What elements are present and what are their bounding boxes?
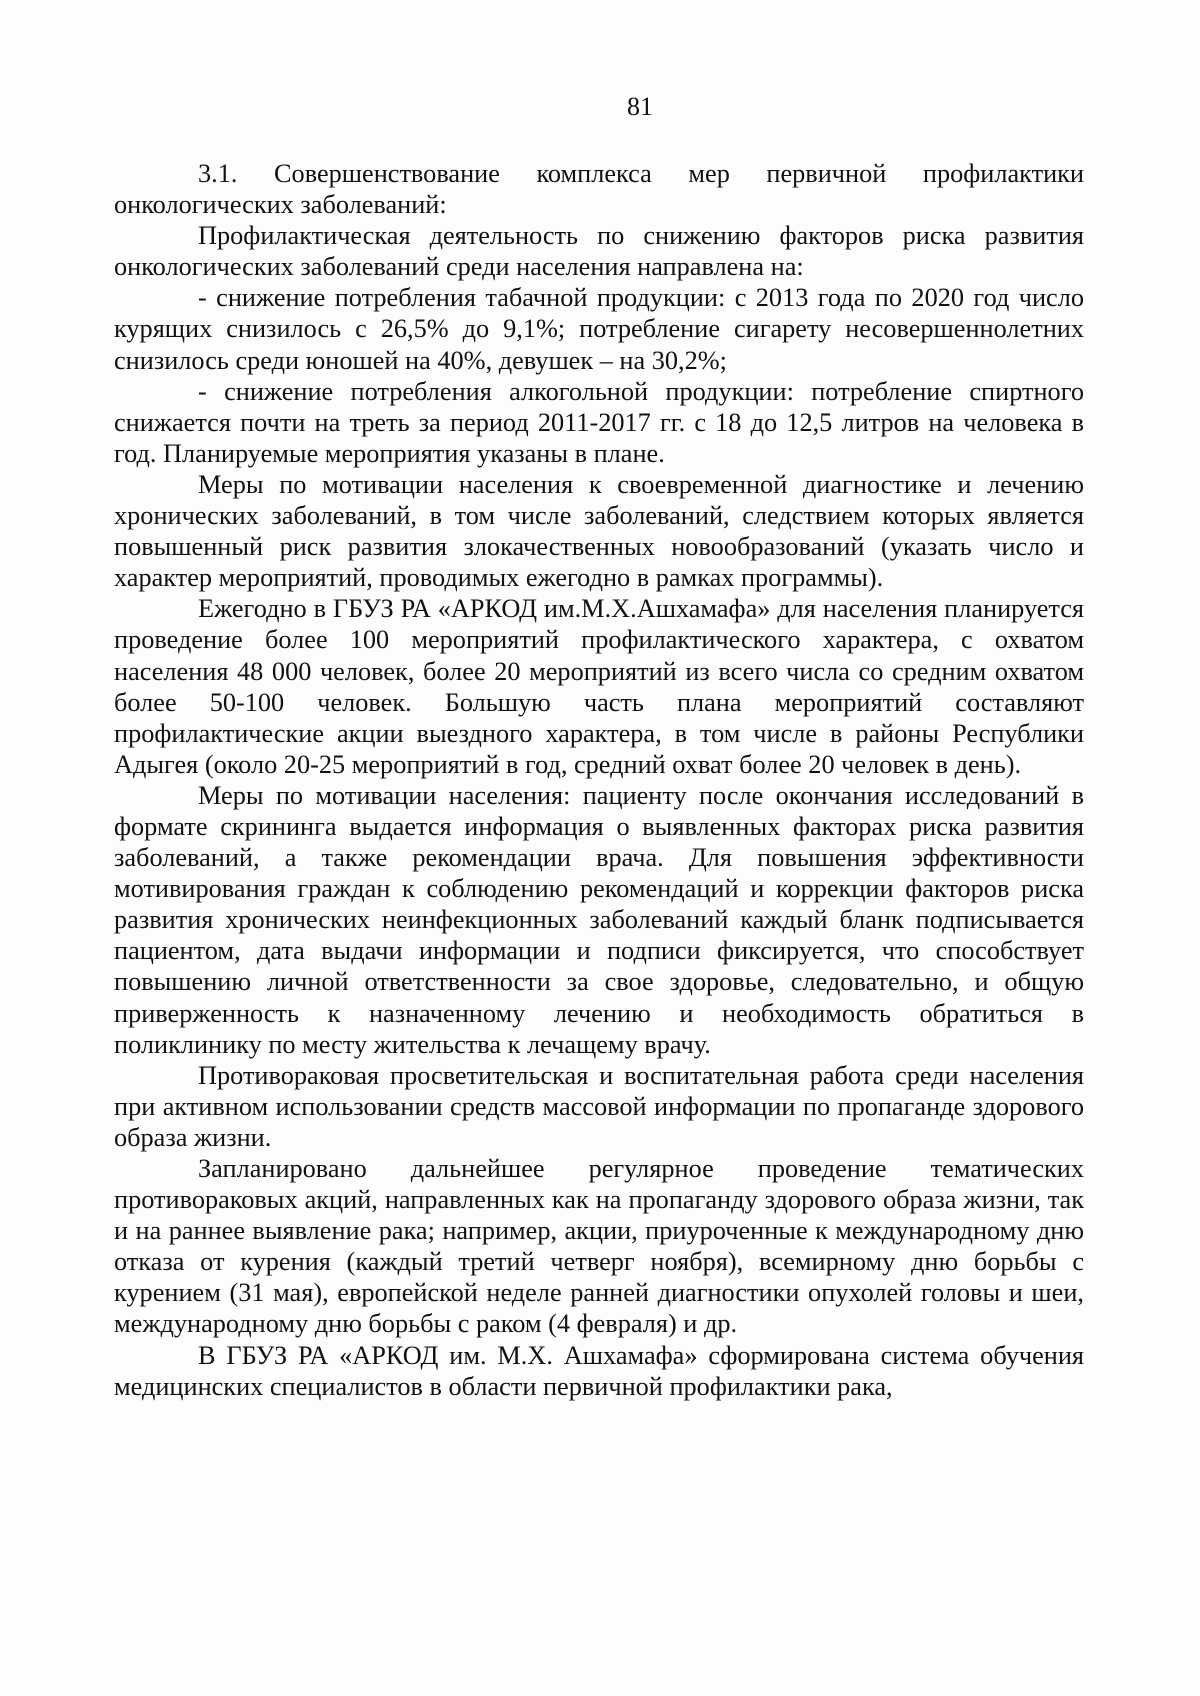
document-body	[114, 158, 1084, 1402]
list-item-tobacco: - снижение потребления табачной продукции: с 2013 года по 2020 год число курящих снизилось с 26,5% до 9,1%; потребление сигарету несовершеннолетних снизилось среди юношей на 40%, девушек – на 30,2%;	[114, 283, 1084, 375]
paragraph-motivation-measures: Меры по мотивации населения: пациенту после окончания исследований в формате скрининга выдается информация о выявленных факторах риска развития заболеваний, а также рекомендации врача. Для повышения эффективности мотивирования граждан к соблюдению рекомендаций и коррекции факторов риска развития хронических неинфекционных заболеваний каждый бланк подписывается пациентом, дата выдачи информации и подписи фиксируется, что способствует повышению личной ответственности за свое здоровье, следовательно, и общую приверженность к назначенному лечению и необходимость обратиться в поликлинику по месту жительства к лечащему врачу.	[114, 780, 1084, 1059]
paragraph-motivation-diagnostics: Меры по мотивации населения к своевременной диагностике и лечению хронических заболеваний, в том числе заболеваний, следствием которых является повышенный риск развития злокачественных новообразований (указать число и характер мероприятий, проводимых ежегодно в рамках программы).	[114, 469, 1084, 593]
page-number: 81	[627, 92, 653, 121]
paragraph-training-system: В ГБУЗ РА «АРКОД им. М.Х. Ашхамафа» сформирована система обучения медицинских специалистов в области первичной профилактики рака,	[114, 1340, 1084, 1401]
paragraph-planned-actions: Запланировано дальнейшее регулярное проведение тематических противораковых акций, направленных как на пропаганду здорового образа жизни, так и на раннее выявление рака; например, акции, приуроченные к международному дню отказа от курения (каждый третий четверг ноября), всемирному дню борьбы с курением (31 мая), европейской неделе ранней диагностики опухолей головы и шеи, международному дню борьбы с раком (4 февраля) и др.	[114, 1154, 1084, 1339]
paragraph-intro: Профилактическая деятельность по снижению факторов риска развития онкологических заболеваний среди населения направлена на:	[114, 221, 1084, 282]
section-heading: 3.1. Совершенствование комплекса мер первичной профилактики онкологических заболеваний:	[114, 159, 1084, 220]
paragraph-annual-events: Ежегодно в ГБУЗ РА «АРКОД им.М.Х.Ашхамафа» для населения планируется проведение более 100 мероприятий профилактического характера, с охватом населения 48 000 человек, более 20 мероприятий из всего числа со средним охватом более 50-100 человек. Большую часть плана мероприятий составляют профилактические акции выездного характера, в том числе в районы Республики Адыгея (около 20-25 мероприятий в год, средний охват более 20 человек в день).	[114, 594, 1084, 779]
list-item-alcohol: - снижение потребления алкогольной продукции: потребление спиртного снижается почти на треть за период 2011-2017 гг. с 18 до 12,5 литров на человека в год. Планируемые мероприятия указаны в плане.	[114, 376, 1084, 468]
paragraph-educational-work: Противораковая просветительская и воспитательная работа среди населения при активном использовании средств массовой информации по пропаганде здорового образа жизни.	[114, 1060, 1084, 1152]
